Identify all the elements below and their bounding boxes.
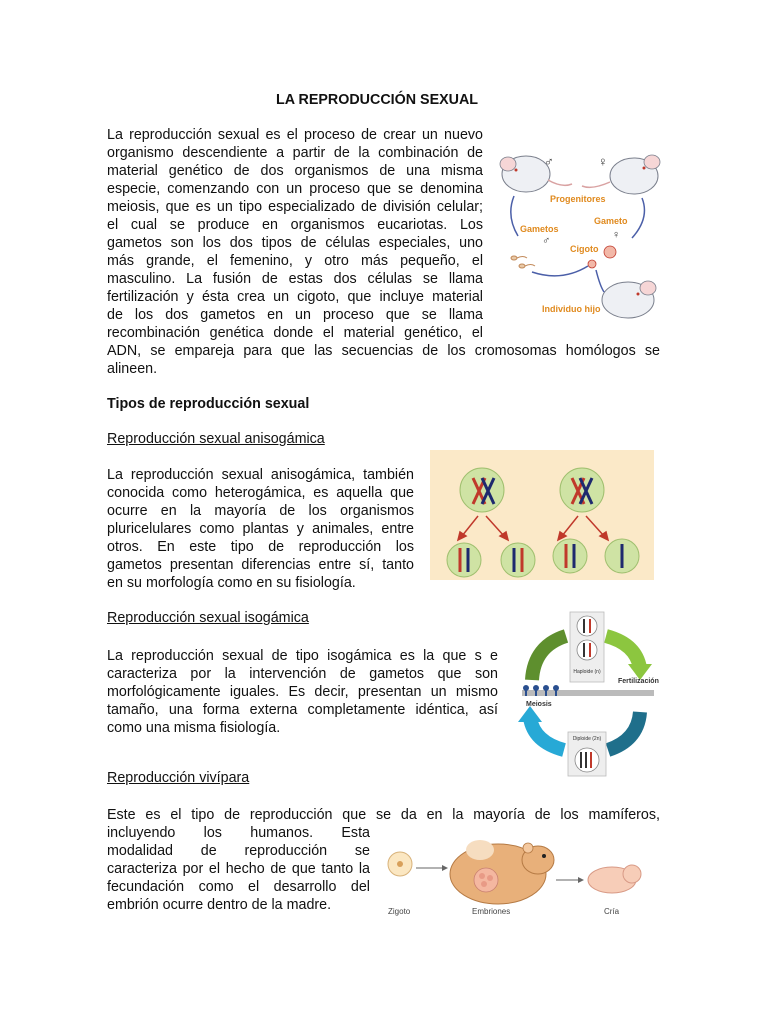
text-line: conocida como heterogámica, es aquella que <box>107 485 414 501</box>
label-progenitores: Progenitores <box>550 194 606 204</box>
hamster-vivipara-figure <box>380 826 658 928</box>
text-line: morfológicamente iguales. Es decir, presentan un mismo <box>107 684 498 700</box>
text-line: meiosis, que es un tipo especializado de división celular; <box>107 199 483 215</box>
section-heading-isogamica: Reproducción sexual isogámica <box>107 610 309 626</box>
label-meiosis: Meiosis <box>526 701 552 708</box>
female-symbol: ♀ <box>598 154 608 169</box>
text-line: alineen. <box>107 361 158 377</box>
intro-paragraph-wide <box>107 342 660 378</box>
text-line: incluyendo los humanos. Esta <box>107 825 370 841</box>
label-gameto: Gameto <box>594 216 628 226</box>
isogamica-paragraph <box>107 647 498 737</box>
page-title: LA REPRODUCCIÓN SEXUAL <box>276 92 479 108</box>
text-line: caracteriza por el hecho de que tanto la <box>107 861 370 877</box>
text-line: de los dos gametos en un proceso que se llama <box>107 307 483 323</box>
label-haploide: Haploide (n) <box>573 669 601 675</box>
label-individuo-hijo: Individuo hijo <box>542 304 601 314</box>
text-line: La reproducción sexual es el proceso de crear un nuevo <box>107 127 483 143</box>
male-symbol: ♂ <box>544 154 554 169</box>
text-line: fertilización y ésta crea un cigoto, que incluye material <box>107 289 483 305</box>
text-line: material genético de dos organismos de una misma <box>107 163 483 179</box>
text-line: gametos presentan diferencias entre sí, tanto <box>107 557 414 573</box>
text-line: otros. En este tipo de reproducción los <box>107 539 414 555</box>
text-line: embrión ocurre dentro de la madre. <box>107 897 332 913</box>
female-symbol-gameto: ♀ <box>612 229 621 241</box>
text-line: gametos son los dos tipos de células especiales, uno <box>107 235 483 251</box>
text-line: pluricelulares como plantas y animales, entre <box>107 521 414 537</box>
section-heading-vivipara: Reproducción vivípara <box>107 770 250 786</box>
label-gametos: Gametos <box>520 224 559 234</box>
vivipara-paragraph <box>107 824 370 914</box>
intro-paragraph <box>107 126 483 342</box>
label-fertilizacion: Fertilización <box>618 678 659 685</box>
section-heading-anisogamica: Reproducción sexual anisogámica <box>107 431 325 447</box>
section-heading-tipos: Tipos de reproducción sexual <box>107 396 310 412</box>
vivipara-first-line <box>107 806 660 824</box>
label-cria: Cría <box>604 907 620 916</box>
text-line: fecundación como el desarrollo del <box>107 879 370 895</box>
text-line: el cual se produce en organismos eucariotas. Los <box>107 217 483 233</box>
text-line: en su morfología como en su fisiología. <box>107 575 356 591</box>
text-line: organismo descendiente a partir de la combinación de <box>107 145 483 161</box>
text-line: La reproducción sexual anisogámica, también <box>107 467 414 483</box>
text-line: recombinación genética donde el material genético, el <box>107 325 483 341</box>
text-line: caracteriza por la intervención de gametos que son <box>107 666 498 682</box>
text-line: La reproducción sexual de tipo isogámica es la que s e <box>107 648 498 664</box>
text-line: tamaño, una forma externa completamente idéntica, así <box>107 702 498 718</box>
text-line: ocurre en la mayoría de los organismos <box>107 503 414 519</box>
mice-reproduction-figure <box>492 140 664 336</box>
label-embriones: Embriones <box>472 907 511 916</box>
text-line: ADN, se empareja para que las secuencias de los cromosomas homólogos se <box>107 343 660 359</box>
male-symbol-gametos: ♂ <box>542 235 551 247</box>
text-line: más grande, el femenino, y otro más pequeño, el <box>107 253 483 269</box>
text-line: como una misma fisiología. <box>107 720 281 736</box>
label-zigoto: Zigoto <box>388 907 411 916</box>
chromosome-division-figure <box>430 450 654 580</box>
anisogamica-paragraph <box>107 466 414 592</box>
label-cigoto: Cigoto <box>570 244 599 254</box>
text-line: masculino. La fusión de estas dos células se llama <box>107 271 483 287</box>
life-cycle-figure <box>512 608 660 780</box>
text-line: modalidad de reproducción se <box>107 843 370 859</box>
label-diploide: Diploide (2n) <box>572 736 602 742</box>
text-line: Este es el tipo de reproducción que se da en la mayoría de los mamíferos, <box>107 807 660 823</box>
text-line: especie, comenzando con un proceso que se denomina <box>107 181 483 197</box>
